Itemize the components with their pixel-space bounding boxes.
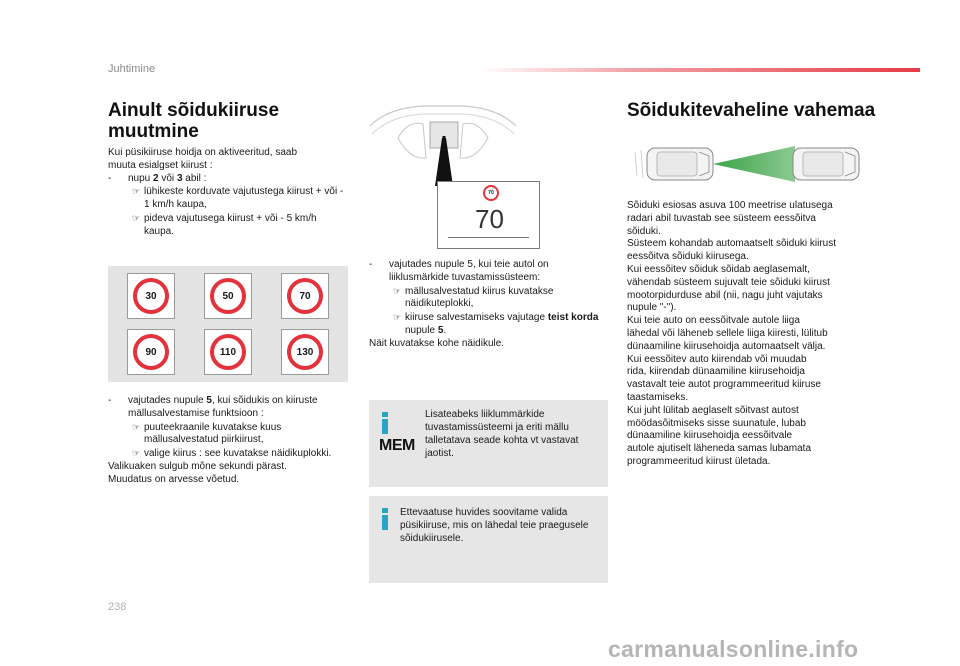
middle-item: - vajutades nupule 5, kui teie autol on liiklusmärkide tuvastamissüsteem: [369,259,549,283]
right-text-block [627,200,872,469]
right-line: vähendab süsteem sujuvalt teie sõiduki kiirust [627,276,830,288]
speed-display-panel [437,181,540,249]
right-line: vastavalt teie autot programmeeritud kiiruse [627,379,821,391]
left-sub-3: ☞ puuteekraanile kuvatakse kuus mällusalvestatud piirkiirust, [132,421,282,446]
speed-sign-tile[interactable] [281,329,329,375]
right-line: mootorpidurduse abil (nii, nagu juht vajutaks [627,289,823,301]
speed-sign-tile[interactable] [281,273,329,319]
watermark: carmanualsonline.info [608,636,859,662]
info-box-mem [369,400,608,487]
right-title: Sõidukitevaheline vahemaa [627,100,876,121]
speed-limit-sign-icon: 70 [287,278,323,314]
page-number: 238 [108,601,127,613]
info-box-advice [369,496,608,583]
speed-limit-sign-icon: 50 [210,278,246,314]
left-sub-2: ☞ pideva vajutusega kiirust + või - 5 km/h kaupa. [132,212,317,237]
info-icon [379,508,391,532]
right-line: Süsteem kohandab automaatselt sõiduki kiirust [627,238,837,250]
right-line: autole ajutiselt läheneda samas lubamata [627,443,812,455]
right-line: sõiduki. [627,225,661,237]
right-line: lähedal või läheneb sellele liiga kiiresti, lülitub [627,327,828,339]
left-item-1: - nupu 2 või 3 abil : [108,172,207,184]
speed-limit-sign-icon: 70 [483,185,499,201]
info-text-advice: Ettevaatuse huvides soovitame valida püsikiiruse, mis on lähedal teie praegusele sõidukiirusele. [400,507,589,544]
instrument-cluster-illustration [368,98,518,188]
pointing-hand-icon: ☞ [132,212,141,223]
right-line: Sõiduki esiosas asuva 100 meetrise ulatusega [627,200,833,211]
display-divider [448,237,529,238]
speed-sign-tile[interactable] [204,273,252,319]
middle-text-block [369,259,604,351]
vehicle-distance-illustration [627,140,867,188]
pointing-hand-icon: ☞ [393,312,402,323]
right-line: eessõitva sõiduki kiirusega. [627,251,749,263]
right-line: möödasõitmiseks sisse suunatule, lubab [627,417,806,429]
right-line: Kui eessõitev auto kiirendab või muudab [627,353,807,365]
left-outro-1: Valikuaken sulgub mõne sekundi pärast. [108,460,287,472]
right-line: programmeeritud kiirust ületada. [627,455,771,467]
speed-sign-tile[interactable] [127,273,175,319]
pointing-hand-icon: ☞ [132,421,141,432]
left-title: Ainult sõidukiiruse muutmine [108,100,280,142]
speed-limit-sign-icon: 110 [210,334,246,370]
right-line: dünaamiline kiirusehoidja automaatselt välja. [627,340,826,352]
middle-sub-2: ☞ kiiruse salvestamiseks vajutage teist korda nupule 5. [393,312,599,336]
speed-limit-sign-icon: 30 [133,278,169,314]
left-intro-block [108,147,348,239]
left-mem-block [108,395,348,487]
right-line: Kui juht lülitab aeglaselt sõitvast autost [627,404,799,416]
mem-button-label: MEM [379,437,415,454]
right-line: rida, kiirendab dünaamiline kiirusehoidja [627,366,805,378]
displayed-speed: 70 [475,204,504,234]
header-accent-bar [480,68,920,72]
speed-sign-grid [108,266,348,382]
left-intro-2: muuta esialgset kiirust : [108,159,213,171]
right-line: nupule "-"). [627,302,677,314]
info-icon [379,412,391,436]
section-label: Juhtimine [108,63,156,75]
pointing-hand-icon: ☞ [132,186,141,197]
speed-limit-sign-icon: 130 [287,334,323,370]
middle-sub-1: ☞ mällusalvestatud kiirus kuvatakse näidikuteplokki, [393,285,554,310]
left-item-2: - vajutades nupule 5, kui sõidukis on kiiruste mällusalvestamise funktsioon : [108,395,318,419]
middle-outro: Näit kuvatakse kohe näidikule. [369,337,505,349]
left-outro-2: Muudatus on arvesse võetud. [108,473,240,485]
speed-sign-tile[interactable] [204,329,252,375]
info-text-mem: Lisateabeks liiklummärkide tuvastamissüsteemi ja eriti mällu talletatava seade kohta vt vastavat jaotist. [425,409,579,459]
left-sub-1: ☞ lühikeste korduvate vajutustega kiirust + või - 1 km/h kaupa, [132,186,344,211]
right-line: dünaamiline kiirusehoidja eessõitvale [627,430,793,442]
left-sub-4: ☞ valige kiirus : see kuvatakse näidikuplokki. [132,448,332,460]
speed-sign-tile[interactable] [127,329,175,375]
speed-limit-sign-icon: 90 [133,334,169,370]
pointing-hand-icon: ☞ [132,448,141,459]
right-line: taastamiseks. [627,391,689,403]
right-line: Kui teie auto on eessõitvale autole liiga [627,315,800,327]
right-line: Kui eessõitev sõiduk sõidab aeglasemalt, [627,263,810,275]
pointing-hand-icon: ☞ [393,285,402,296]
left-intro-1: Kui püsikiiruse hoidja on aktiveeritud, saab [108,147,297,158]
right-line: radari abil tuvastab see süsteem eessõitva [627,212,816,224]
